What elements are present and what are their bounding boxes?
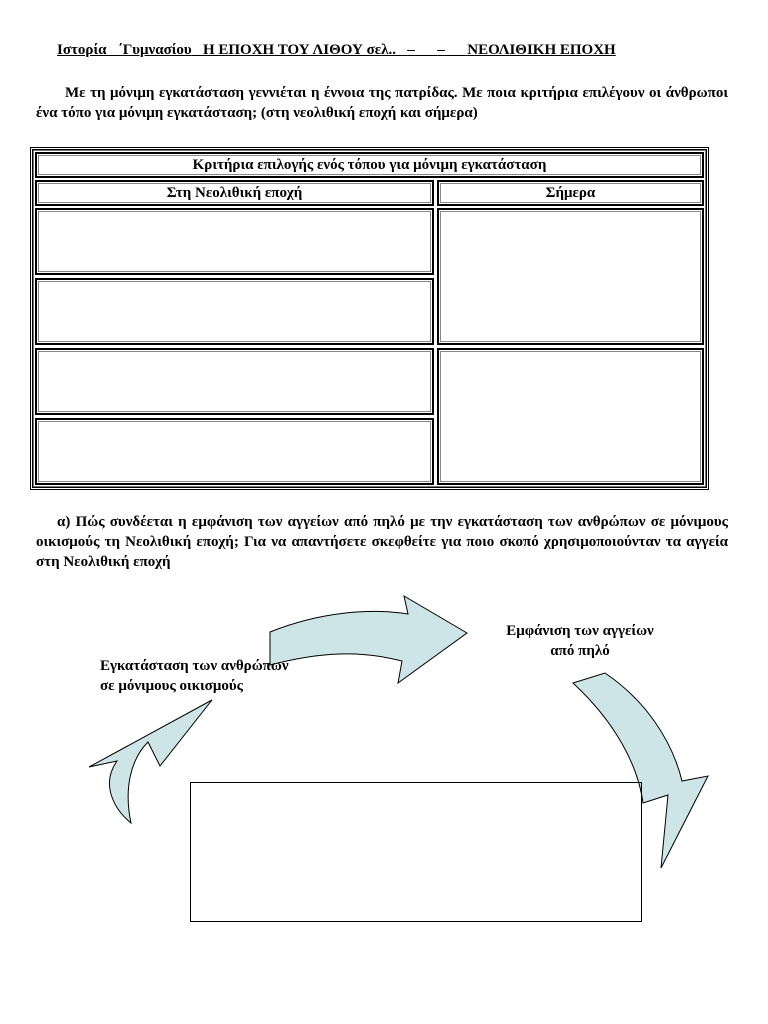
header-subject: Ιστορία: [57, 42, 107, 58]
header-topic: ΝΕΟΛΙΘΙΚΗ ΕΠΟΧΗ: [467, 42, 616, 58]
question-a-paragraph: α) Πώς συνδέεται η εμφάνιση των αγγείων από πηλό με την εγκατάσταση των ανθρώπων σε μόνιμους οικισμούς τη Νεολιθική εποχή; Για να απαντήσετε σκεφθείτε για ποιο σκοπό χρησιμοποιούνταν τα αγγεία στη Νεολιθική εποχή: [36, 514, 728, 570]
header-chapter: Η ΕΠΟΧΗ ΤΟΥ ΛΙΘΟΥ σελ..: [202, 42, 397, 58]
settlement-label-line2: σε μόνιμους οικισμούς: [100, 678, 243, 694]
pottery-label: [480, 621, 680, 661]
column-header-today-label: Σήμερα: [545, 184, 596, 201]
settlement-label-line1: Εγκατάσταση των ανθρώπων: [100, 658, 289, 674]
header-dash: –: [437, 42, 445, 58]
pottery-label-line2: από πηλό: [550, 643, 610, 659]
header-grade: ΄Γυμνασίου: [117, 42, 192, 58]
answer-box[interactable]: [190, 782, 642, 922]
settlement-label: [100, 656, 289, 696]
table-title: Κριτήρια επιλογής ενός τόπου για μόνιμη εγκατάσταση: [192, 156, 547, 173]
pottery-label-line1: Εμφάνιση των αγγείων: [506, 623, 654, 639]
header-dash: –: [407, 42, 415, 58]
column-header-neolithic-label: Στη Νεολιθική εποχή: [166, 184, 303, 201]
intro-paragraph: Με τη μόνιμη εγκατάσταση γεννιέται η έννοια της πατρίδας. Με ποια κριτήρια επιλέγουν οι άνθρωποι ένα τόπο για μόνιμη εγκατάσταση; (στη νεολιθική εποχή και σήμερα): [36, 85, 728, 121]
right-arrow-shape: [270, 596, 467, 683]
